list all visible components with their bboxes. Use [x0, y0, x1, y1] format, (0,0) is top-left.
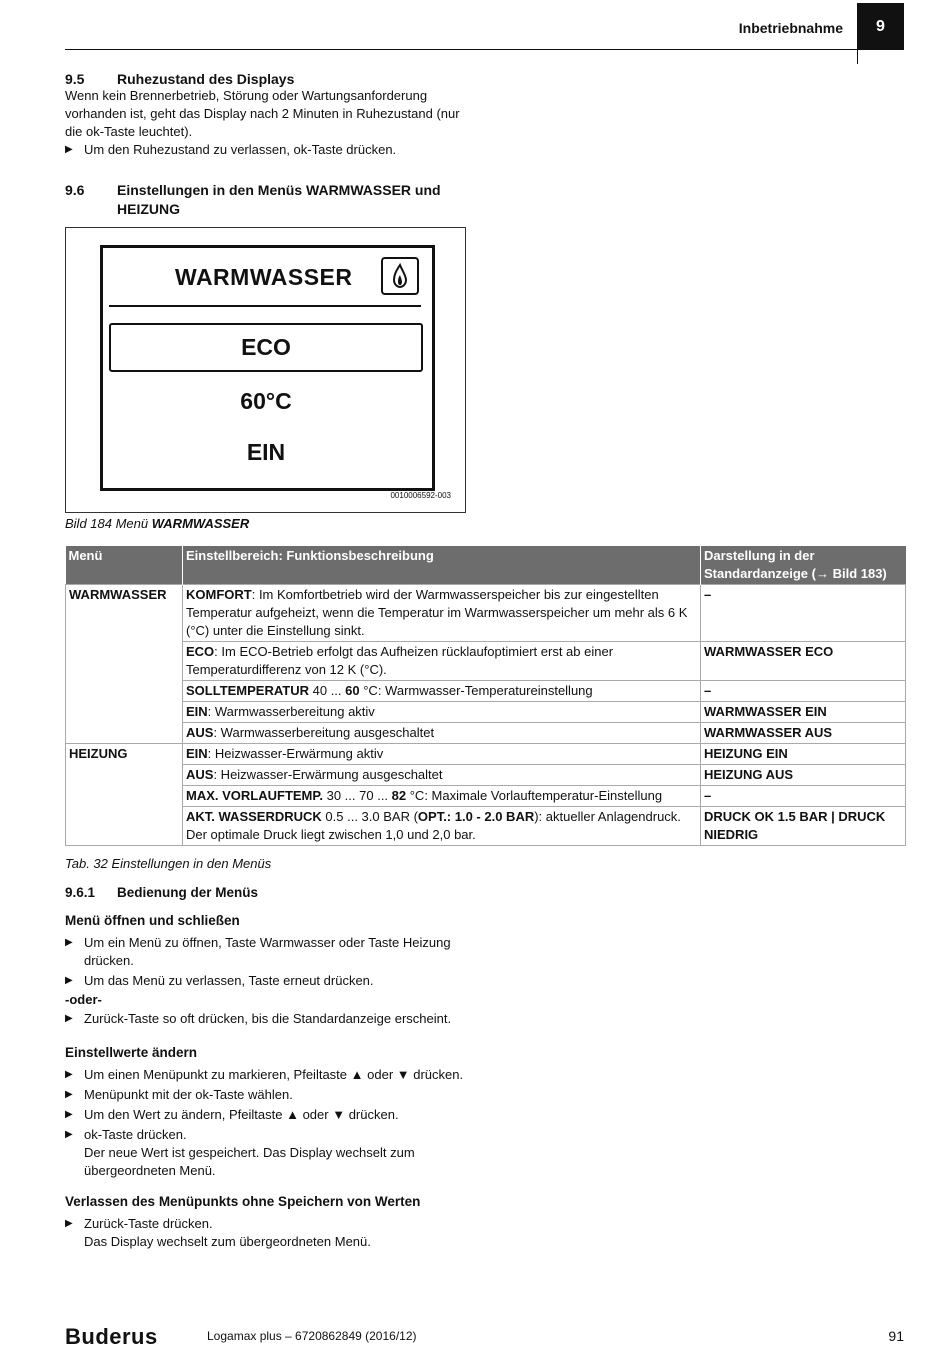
- bullet-result: Das Display wechselt zum übergeordneten Menü.: [84, 1234, 371, 1249]
- display-temperature: 60°C: [240, 388, 292, 414]
- display-state: EIN: [246, 439, 286, 465]
- footer-document-info: Logamax plus – 6720862849 (2016/12): [207, 1329, 417, 1343]
- cell-display: –: [701, 585, 906, 642]
- table-caption: Tab. 32 Einstellungen in den Menüs: [65, 856, 272, 871]
- flame-icon: [381, 257, 419, 295]
- chapter-title: Inbetriebnahme: [738, 20, 843, 36]
- cell-display: WARMWASSER EIN: [701, 702, 906, 723]
- cell-description: EIN: Warmwasserbereitung aktiv: [183, 702, 701, 723]
- subheading-open-close: Menü öffnen und schließen: [65, 913, 240, 928]
- cell-display: –: [701, 786, 906, 807]
- figure-warmwasser-menu: [65, 227, 466, 513]
- bullet-item: ▶ Um einen Menüpunkt zu markieren, Pfeiltaste ▲ oder ▼ drücken.: [65, 1066, 465, 1084]
- cell-menu: WARMWASSER: [66, 585, 183, 744]
- header-rule: [65, 49, 857, 50]
- bullet-item: ▶ ok-Taste drücken.: [65, 1126, 465, 1144]
- bullet-item: ▶ Um ein Menü zu öffnen, Taste Warmwasser oder Taste Heizung drücken.: [65, 934, 460, 970]
- or-separator: -oder-: [65, 992, 102, 1007]
- arrow-down-icon: ▼: [332, 1107, 346, 1122]
- bullet-item: ▶ Um den Wert zu ändern, Pfeiltaste ▲ oder ▼ drücken.: [65, 1106, 465, 1124]
- section-9-6-heading: 9.6 Einstellungen in den Menüs WARMWASSER und HEIZUNG: [65, 182, 441, 217]
- table-row: [66, 642, 906, 681]
- table-row: [66, 786, 906, 807]
- bullet-item: ▶ Um das Menü zu verlassen, Taste erneut drücken.: [65, 972, 465, 990]
- arrow-down-icon: ▼: [396, 1067, 410, 1082]
- subsection-open-close: [65, 913, 465, 1028]
- cell-display: WARMWASSER AUS: [701, 723, 906, 744]
- cell-description: MAX. VORLAUFTEMP. 30 ... 70 ... 82 °C: Maximale Vorlauftemperatur-Einstellung: [183, 786, 701, 807]
- figure-caption: Bild 184 Menü WARMWASSER: [65, 516, 250, 531]
- cell-description: AKT. WASSERDRUCK 0.5 ... 3.0 BAR (OPT.: 1.0 - 2.0 BAR): aktueller Anlagendruck. Der optimale Druck liegt zwischen 1,0 und 2,0 bar.: [183, 807, 701, 846]
- settings-table: [65, 546, 906, 846]
- section-heading: 9.5 Ruhezustand des Displays: [65, 71, 295, 87]
- bullet-item: ▶ Zurück-Taste so oft drücken, bis die Standardanzeige erscheint.: [65, 1010, 465, 1028]
- cell-description: EIN: Heizwasser-Erwärmung aktiv: [183, 744, 701, 765]
- bullet-result: Der neue Wert ist gespeichert. Das Display wechselt zum übergeordneten Menü.: [84, 1145, 415, 1178]
- section-9-5: [65, 71, 465, 159]
- brand-logo: Buderus: [65, 1324, 158, 1349]
- cell-description: KOMFORT: Im Komfortbetrieb wird der Warmwasserspeicher bis zur eingestellten Temperatur aufgeheizt, wenn die Temperatur im Warmwasserspeicher um mehr als 6 K (°C) unter die Einstellung sinkt.: [183, 585, 701, 642]
- cell-description: AUS: Warmwasserbereitung ausgeschaltet: [183, 723, 701, 744]
- table-row: [66, 681, 906, 702]
- arrow-up-icon: ▲: [286, 1107, 299, 1122]
- table-row: [66, 702, 906, 723]
- cell-menu: HEIZUNG: [66, 744, 183, 846]
- bullet-item: ▶ Zurück-Taste drücken.: [65, 1215, 465, 1233]
- display-title: WARMWASSER: [175, 264, 353, 290]
- cell-display: WARMWASSER ECO: [701, 642, 906, 681]
- subsection-change-values: [65, 1045, 465, 1180]
- subsection-leave: [65, 1194, 465, 1251]
- table-row: [66, 585, 906, 642]
- bullet-item: ▶ Um den Ruhezustand zu verlassen, ok-Taste drücken.: [65, 141, 465, 159]
- table-row: [66, 744, 906, 765]
- table-header-row: [66, 546, 906, 585]
- display-divider: [109, 305, 421, 307]
- cell-display: HEIZUNG EIN: [701, 744, 906, 765]
- cell-display: HEIZUNG AUS: [701, 765, 906, 786]
- cell-description: ECO: Im ECO-Betrieb erfolgt das Aufheizen rücklaufoptimiert erst ab einer Temperaturdifferenz von 12 K (°C).: [183, 642, 701, 681]
- page-number: 91: [888, 1328, 904, 1344]
- figure-code: 0010006592-003: [390, 491, 451, 500]
- display-selected-item: ECO: [109, 323, 423, 372]
- device-display: [100, 245, 435, 491]
- col-header-display: Darstellung in der Standardanzeige (→ Bild 183): [701, 546, 906, 585]
- cell-display: –: [701, 681, 906, 702]
- table-row: [66, 807, 906, 846]
- header-tick: [857, 50, 858, 64]
- table-row: [66, 723, 906, 744]
- subheading-leave: Verlassen des Menüpunkts ohne Speichern von Werten: [65, 1194, 421, 1209]
- bullet-item: ▶ Menüpunkt mit der ok-Taste wählen.: [65, 1086, 465, 1104]
- chapter-number-badge: 9: [857, 3, 904, 50]
- table-row: [66, 765, 906, 786]
- arrow-up-icon: ▲: [350, 1067, 364, 1082]
- subheading-change-values: Einstellwerte ändern: [65, 1045, 198, 1060]
- cell-display: DRUCK OK 1.5 BAR | DRUCK NIEDRIG: [701, 807, 906, 846]
- cell-description: AUS: Heizwasser-Erwärmung ausgeschaltet: [183, 765, 701, 786]
- cell-description: SOLLTEMPERATUR 40 ... 60 °C: Warmwasser-Temperatureinstellung: [183, 681, 701, 702]
- col-header-range: Einstellbereich: Funktionsbeschreibung: [183, 546, 701, 585]
- col-header-menu: Menü: [66, 546, 183, 585]
- section-text: Wenn kein Brennerbetrieb, Störung oder Wartungsanforderung vorhanden ist, geht das Display nach 2 Minuten in Ruhezustand (nur die ok-Taste leuchtet).: [65, 88, 460, 139]
- section-9-6-1: 9.6.1 Bedienung der Menüs: [65, 885, 259, 900]
